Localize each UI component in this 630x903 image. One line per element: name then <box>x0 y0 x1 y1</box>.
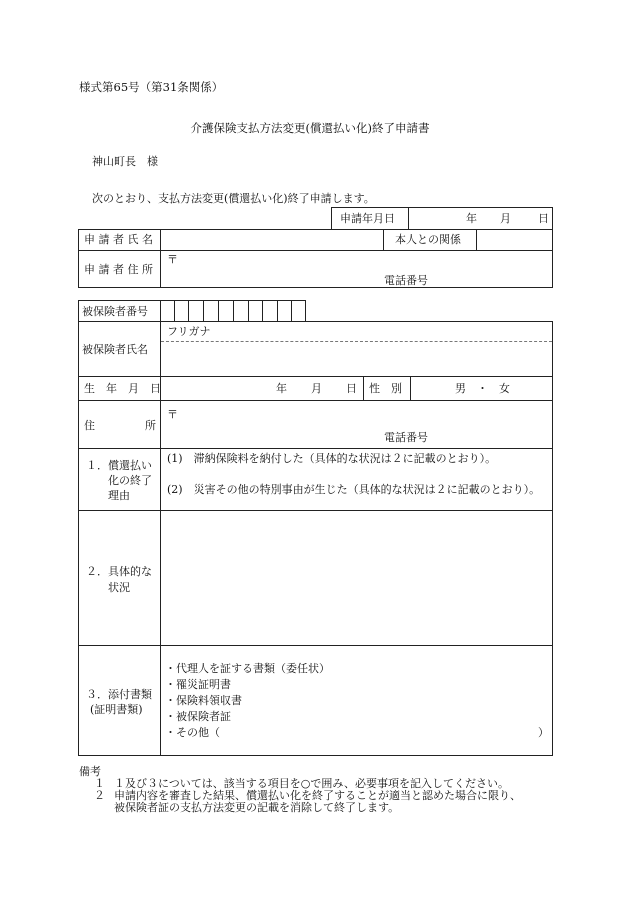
document-title: 介護保険支払方法変更(償還払い化)終了申請書 <box>190 121 430 135</box>
sex-label-right <box>410 376 411 400</box>
application-month: 月 <box>500 212 511 225</box>
birth-month: 月 <box>311 382 322 395</box>
intro-text: 次のとおり、支払方法変更(償還払い化)終了申請します。 <box>92 192 375 205</box>
addressee: 神山町長 様 <box>92 155 158 168</box>
number-cell-div-0 <box>160 300 161 322</box>
insured-address-label-2: 所 <box>145 419 156 432</box>
application-day: 日 <box>538 212 549 225</box>
reason-1: (1) 滞納保険料を納付した（具体的な状況は２に記載のとおり）。 <box>167 452 497 465</box>
reason-2: (2) 災害その他の特別事由が生じた（具体的な状況は２に記載のとおり）。 <box>167 483 541 496</box>
attached-doc-5-close: ） <box>538 726 549 739</box>
insured-postal-mark: 〒 <box>167 408 178 421</box>
form-code: 様式第65号（第31条関係） <box>79 80 224 94</box>
birth-row-top <box>78 376 553 377</box>
insured-phone-label: 電話番号 <box>384 431 428 444</box>
section2-bottom <box>78 645 553 646</box>
applicant-phone-label: 電話番号 <box>384 274 428 287</box>
notes-title: 備考 <box>79 765 101 778</box>
attached-doc-2: ・罹災証明書 <box>165 678 231 691</box>
section1-label-1: １．償還払い <box>86 459 152 472</box>
sex-label-left <box>363 376 364 400</box>
note-2-text: 申請内容を審査した結果、償還払い化を終了することが適当と認めた場合に限り、 <box>114 789 521 802</box>
section2-label-1: ２．具体的な <box>86 565 152 578</box>
number-cell-div-2 <box>188 300 189 322</box>
number-cell-div-6 <box>248 300 249 322</box>
section3-label-2: (証明書類) <box>90 703 143 716</box>
birth-year: 年 <box>276 382 287 395</box>
attached-doc-5: ・その他（ <box>165 726 220 739</box>
section3-label-1: ３．添付書類 <box>86 688 152 701</box>
section2-label-2: 状況 <box>108 581 130 594</box>
note-2-number: ２ <box>94 789 105 802</box>
furigana-dash <box>161 341 552 342</box>
application-date-label: 申請年月日 <box>340 212 395 225</box>
date-divider <box>408 207 409 230</box>
relation-right-divider <box>476 229 477 250</box>
number-cell-div-4 <box>218 300 219 322</box>
attached-doc-4: ・被保険者証 <box>165 710 231 723</box>
section1-label-3: 理由 <box>108 489 130 502</box>
sex-options: 男 ・ 女 <box>455 382 510 395</box>
number-cell-div-7 <box>262 300 263 322</box>
number-cell-div-1 <box>174 300 175 322</box>
applicant-postal-mark: 〒 <box>167 253 178 266</box>
insured-name-label: 被保険者氏名 <box>82 343 148 356</box>
applicant-name-label: 申 請 者 氏 名 <box>84 233 153 246</box>
number-cell-div-9 <box>291 300 292 322</box>
applicant-row-divider <box>78 250 553 251</box>
attached-doc-1: ・代理人を証する書類（委任状） <box>165 662 330 675</box>
section1-label-2: 化の終了 <box>108 474 152 487</box>
note-1-text: １及び３については、該当する項目を○で囲み、必要事項を記入してください。 <box>114 777 510 790</box>
attached-doc-3: ・保険料領収書 <box>165 694 242 707</box>
relation-label: 本人との関係 <box>395 233 461 246</box>
number-cell-div-3 <box>203 300 204 322</box>
application-year: 年 <box>466 212 477 225</box>
birth-row-bottom <box>78 400 553 401</box>
applicant-address-label: 申 請 者 住 所 <box>84 263 153 276</box>
applicant-col-divider <box>160 229 161 288</box>
insured-address-label-1: 住 <box>84 419 95 432</box>
birth-day: 日 <box>346 382 357 395</box>
number-cell-div-5 <box>233 300 234 322</box>
address-row-bottom <box>78 448 553 449</box>
note-2-text-cont: 被保険者証の支払方法変更の記載を消除して終了します。 <box>114 801 400 814</box>
number-cell-div-8 <box>277 300 278 322</box>
insured-number-label: 被保険者番号 <box>82 305 148 318</box>
relation-left-divider <box>383 229 384 250</box>
birth-date-label: 生 年 月 日 <box>84 382 161 395</box>
section1-bottom <box>78 510 553 511</box>
note-1-number: １ <box>94 777 105 790</box>
sex-label: 性 別 <box>369 382 402 395</box>
furigana-label: フリガナ <box>167 325 211 338</box>
